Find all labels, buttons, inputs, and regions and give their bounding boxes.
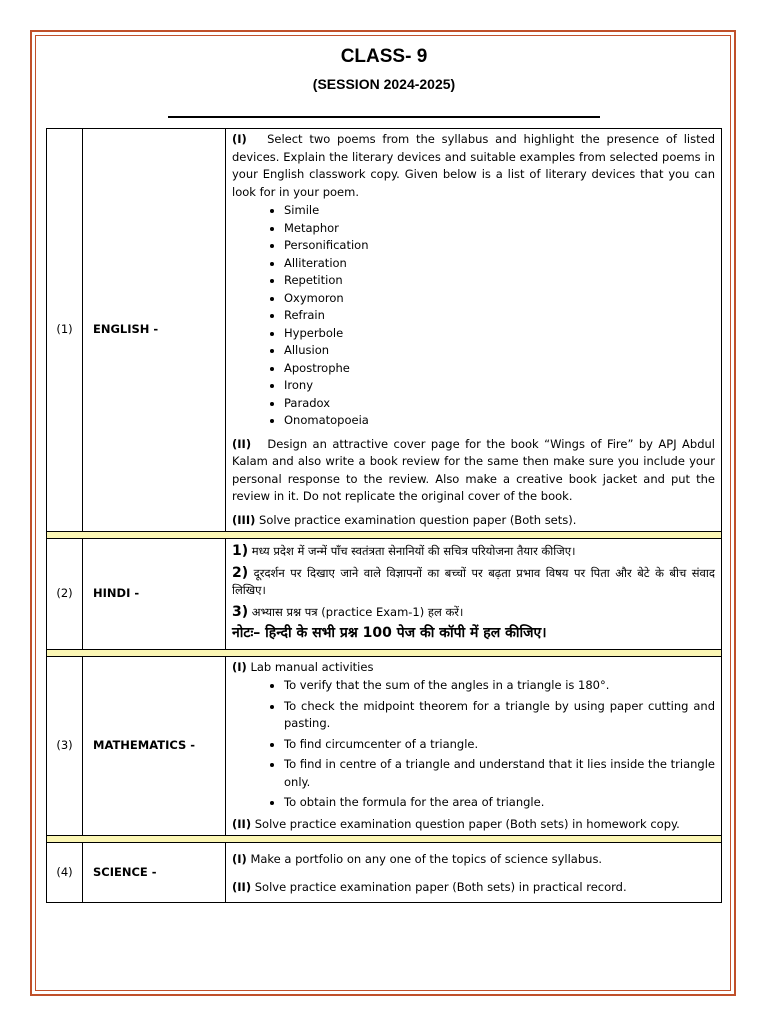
- row-number: (2): [47, 539, 83, 650]
- list-item: • To find in centre of a triangle and understand that it lies inside the triangle only.: [284, 756, 715, 791]
- row-separator: [47, 532, 722, 539]
- list-item: • Hyperbole: [284, 325, 715, 343]
- lab-activities-list: [232, 677, 715, 812]
- subject-name: HINDI -: [83, 539, 226, 650]
- subject-name: SCIENCE -: [83, 843, 226, 903]
- english-tasks: [226, 129, 722, 532]
- hindi-task-2: 2) दूरदर्शन पर दिखाए जाने वाले विज्ञापनों का बच्चों पर बढ़ता प्रभाव विषय पर पिता और बेटे के बीच संवाद लिखिए।: [232, 564, 715, 597]
- subject-name: ENGLISH -: [83, 129, 226, 532]
- subject-name: MATHEMATICS -: [83, 656, 226, 836]
- hindi-note: नोटः– हिन्दी के सभी प्रश्न 100 पेज की कॉपी में हल कीजिए।: [232, 625, 547, 641]
- english-task-2: (II) Design an attractive cover page for the book “Wings of Fire” by APJ Abdul Kalam and also write a book review for the same then make sure you include your personal response to the review. Also make a creative book jacket and put the review in it. Do not replicate the original cover of the book.: [232, 436, 715, 503]
- math-task-2: (II) Solve practice examination question paper (Both sets) in homework copy.: [232, 816, 680, 831]
- literary-devices-list: [232, 202, 715, 430]
- list-item: • Paradox: [284, 395, 715, 413]
- list-item: • Allusion: [284, 342, 715, 360]
- table-row-mathematics: [47, 656, 722, 836]
- list-item: • Onomatopoeia: [284, 412, 715, 430]
- table-row-english: [47, 129, 722, 532]
- list-item: • Irony: [284, 377, 715, 395]
- english-task-1: (I) Select two poems from the syllabus and highlight the presence of listed devices. Explain the literary devices and suitable examples from selected poems in your English classwork copy. Given below is a list of literary devices that you can look for in your poem.: [232, 132, 715, 199]
- title-underline: [168, 116, 600, 118]
- row-number: (1): [47, 129, 83, 532]
- hindi-tasks: [226, 539, 722, 650]
- hindi-task-3: 3) अभ्यास प्रश्न पत्र (practice Exam-1) हल करें।: [232, 603, 464, 620]
- table-row-hindi: [47, 539, 722, 650]
- list-item: • Apostrophe: [284, 360, 715, 378]
- list-item: • To find circumcenter of a triangle.: [284, 736, 715, 754]
- list-item: • Alliteration: [284, 255, 715, 273]
- page-title: CLASS- 9: [340, 46, 428, 67]
- list-item: • Refrain: [284, 307, 715, 325]
- table-row-science: [47, 843, 722, 903]
- row-separator: [47, 836, 722, 843]
- row-number: (3): [47, 656, 83, 836]
- list-item: • Oxymoron: [284, 290, 715, 308]
- math-tasks: [226, 656, 722, 836]
- row-separator: [47, 649, 722, 656]
- list-item: • Metaphor: [284, 220, 715, 238]
- list-item: • Simile: [284, 202, 715, 220]
- science-tasks: [226, 843, 722, 903]
- holiday-work-table: [46, 128, 722, 903]
- list-item: • To check the midpoint theorem for a triangle by using paper cutting and pasting.: [284, 698, 715, 733]
- list-item: • To verify that the sum of the angles in a triangle is 180°.: [284, 677, 715, 695]
- hindi-task-1: 1) मध्य प्रदेश में जन्में पाँच स्वतंत्रता सेनानियों की सचित्र परियोजना तैयार कीजिए।: [232, 543, 576, 559]
- math-task-1: (I) Lab manual activities: [232, 659, 374, 674]
- science-task-2: (II) Solve practice examination paper (Both sets) in practical record.: [232, 879, 627, 894]
- list-item: • Repetition: [284, 272, 715, 290]
- list-item: • To obtain the formula for the area of triangle.: [284, 794, 715, 812]
- list-item: • Personification: [284, 237, 715, 255]
- science-task-1: (I) Make a portfolio on any one of the topics of science syllabus.: [232, 852, 603, 866]
- row-number: (4): [47, 843, 83, 903]
- english-task-3: (III) Solve practice examination question paper (Both sets).: [232, 512, 577, 527]
- session-subtitle: (SESSION 2024-2025): [312, 76, 456, 92]
